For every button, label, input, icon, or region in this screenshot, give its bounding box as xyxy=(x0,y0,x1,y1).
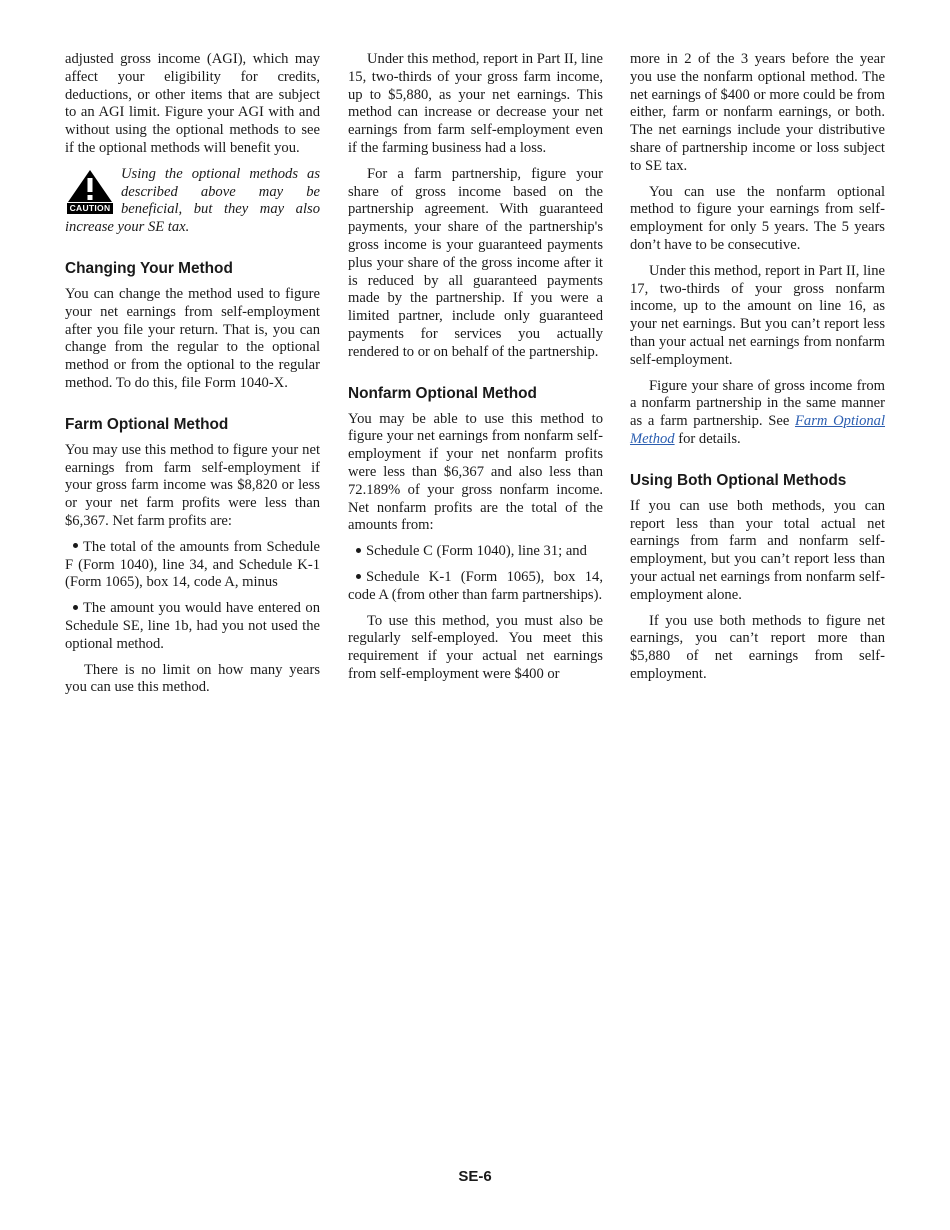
paragraph-agi: adjusted gross income (AGI), which may affect your eligibility for credits, deductions, or other items that are subject to an AGI limit. Figure your AGI with and without using the optional methods to see if the optional methods will benefit you. xyxy=(65,51,320,156)
list-item: The amount you would have entered on Schedule SE, line 1b, had you not used the optional method. xyxy=(65,600,320,652)
paragraph-changing: You can change the method used to figure your net earnings from self-employment after you file your return. That is, you can change from the regular to the optional method or from the optional to the regular method. To do this, file Form 1040-X. xyxy=(65,285,320,391)
page-number: SE-6 xyxy=(458,1168,492,1185)
list-item: Schedule C (Form 1040), line 31; and xyxy=(348,543,603,561)
bullet-icon xyxy=(73,543,78,548)
column-1 xyxy=(65,51,320,705)
paragraph-farm: You may use this method to figure your net earnings from farm self-employment if your gross farm income was $8,820 or less or your net farm profits were less than $6,367. Net farm profits are: xyxy=(65,441,320,529)
caution-text: Using the optional methods as described above may be beneficial, but they may also increase your SE tax. xyxy=(65,165,320,236)
paragraph-report-line17: Under this method, report in Part II, line 17, two-thirds of your gross nonfarm income, up to the amount on line 16, as your net earnings. But you can’t report less than your actual net earnings from nonfarm self-employment. xyxy=(630,262,885,368)
bullet-icon xyxy=(73,605,78,610)
bullet-icon xyxy=(356,548,361,553)
paragraph-no-limit: There is no limit on how many years you can use this method. xyxy=(65,661,320,696)
list-item: The total of the amounts from Schedule F (Form 1040), line 34, and Schedule K-1 (Form 1065), box 14, code A, minus xyxy=(65,538,320,591)
paragraph-nonfarm-partnership: Figure your share of gross income from a nonfarm partnership in the same manner as a farm partnership. See Farm Optional Method for details. xyxy=(630,377,886,447)
paragraph-both-max: If you use both methods to figure net earnings, you can’t report more than $5,880 of net earnings from self-employment. xyxy=(630,612,885,682)
paragraph-five-years: You can use the nonfarm optional method to figure your earnings from self-employment for only 5 years. The 5 years don’t have to be consecutive. xyxy=(630,183,885,253)
caution-note xyxy=(65,166,320,237)
list-item: Schedule K-1 (Form 1065), box 14, code A (from other than farm partnerships). xyxy=(348,568,603,603)
column-3 xyxy=(630,51,885,692)
heading-using-both-methods: Using Both Optional Methods xyxy=(630,471,847,489)
paragraph-nonfarm: You may be able to use this method to figure your net earnings from nonfarm self-employment if your net nonfarm profits were less than $6,367 and also less than 72.189% of your gross nonfarm income. Net nonfarm profits are the total of the amounts from: xyxy=(348,410,603,534)
caution-label: CAUTION xyxy=(67,203,114,214)
heading-changing-your-method: Changing Your Method xyxy=(65,259,233,277)
paragraph-farm-partnership: For a farm partnership, figure your share of gross income based on the partnership agreement. With guaranteed payments, your share of the partnership's gross income is your guaranteed payments plus your share of the gross income after it is reduced by all guaranteed payments made by the partnership. If you were a limited partner, include only guaranteed payments for services you actually rendered to or on behalf of the partnership. xyxy=(348,165,603,360)
column-2 xyxy=(348,51,603,692)
bullet-icon xyxy=(356,574,361,579)
heading-nonfarm-optional-method: Nonfarm Optional Method xyxy=(348,384,537,402)
farm-optional-method-link[interactable]: Farm Optional Method xyxy=(630,413,886,447)
heading-farm-optional-method: Farm Optional Method xyxy=(65,415,229,433)
paragraph-both-methods: If you can use both methods, you can report less than your total actual net earnings from farm and nonfarm self-employment, but you can’t report less than your actual net earnings from nonfarm self-employment alone. xyxy=(630,497,885,603)
paragraph-report-part2: Under this method, report in Part II, line 15, two-thirds of your gross farm income, up to $5,880, as your net earnings. This method can increase or decrease your net earnings from farm self-employment even if the farming business had a loss. xyxy=(348,51,603,156)
paragraph-net-earnings-400: more in 2 of the 3 years before the year you use the nonfarm optional method. The net earnings of $400 or more could be from either, farm or nonfarm earnings, or both. The net earnings include your distributive share of partnership income or loss subject to SE tax. xyxy=(630,51,885,174)
caution-icon xyxy=(65,169,115,217)
paragraph-regularly-self-employed: To use this method, you must also be regularly self-employed. You meet this requirement if your actual net earnings from self-employment were $400 or xyxy=(348,612,603,682)
